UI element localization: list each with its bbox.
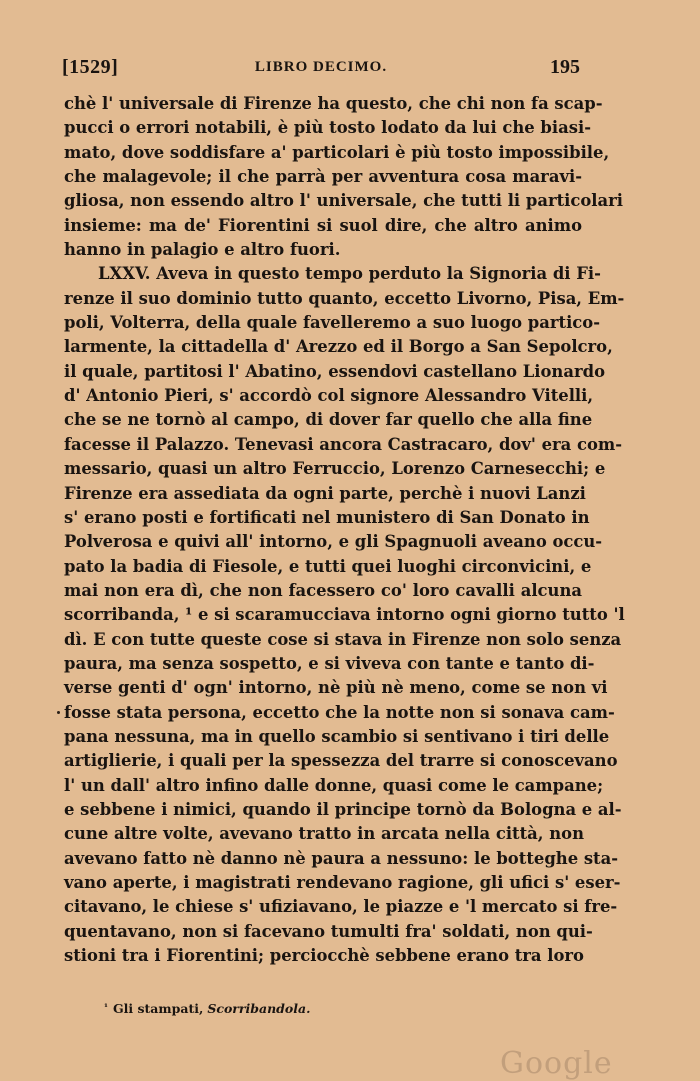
text-line: chè l' universale di Firenze ha questo, che chi non fa scap- <box>64 94 603 113</box>
text-line: che malagevole; il che parrà per avventura cosa maravi- <box>64 167 582 187</box>
text-line: cune altre volte, avevano tratto in arcata nella città, non <box>64 824 584 844</box>
text-line: mato, dove soddisfare a' particolari è più tosto impossibile, <box>64 142 610 162</box>
text-line: scorribanda, ¹ e si scaramucciava intorno ogni giorno tutto 'l <box>64 605 625 625</box>
text-line: citavano, le chiese s' ufiziavano, le piazze e 'l mercato si fre- <box>64 897 618 917</box>
running-head-year: [1529] <box>62 56 119 78</box>
text-line: avevano fatto nè danno nè paura a nessuno: le botteghe sta- <box>64 848 619 868</box>
text-line: pucci o errori notabili, è più tosto lodato da lui che biasi- <box>64 118 591 138</box>
text-line: gliosa, non essendo altro l' universale, che tutti li particolari <box>64 191 624 211</box>
footnote-variant: Scorribandola. <box>207 1001 311 1016</box>
footnote-marker: ¹ <box>104 1003 108 1013</box>
text-line: messario, quasi un altro Ferruccio, Lorenzo Carnesecchi; e <box>64 459 606 479</box>
text-line: LXXV. Aveva in questo tempo perduto la Signoria di Fi- <box>98 264 601 284</box>
text-line: Firenze era assediata da ogni parte, perchè i nuovi Lanzi <box>64 483 586 503</box>
text-line: insieme: ma de' Fiorentini si suol dire, che altro animo <box>64 215 582 235</box>
running-head-title: LIBRO DECIMO. <box>254 59 388 75</box>
page-number: 195 <box>550 56 580 78</box>
text-line: dì. E con tutte queste cose si stava in Firenze non solo senza <box>64 629 622 649</box>
text-line: il quale, partitosi l' Abatino, essendovi castellano Lionardo <box>64 361 605 381</box>
text-line: vano aperte, i magistrati rendevano ragione, gli ufici s' eser- <box>64 873 621 892</box>
text-line: renze il suo dominio tutto quanto, eccetto Livorno, Pisa, Em- <box>64 288 625 308</box>
text-line: che se ne tornò al campo, di dover far quello che alla fine <box>64 410 593 430</box>
text-line: hanno in palagio e altro fuori. <box>64 240 341 260</box>
watermark-logo: Google <box>500 1046 613 1081</box>
text-line: e sebbene i nimici, quando il principe tornò da Bologna e al- <box>64 799 622 819</box>
text-line: poli, Volterra, della quale favelleremo a suo luogo partico- <box>64 313 601 333</box>
running-head <box>62 56 580 82</box>
footnote <box>104 1001 310 1016</box>
text-line: facesse il Palazzo. Tenevasi ancora Castracaro, dov' era com- <box>64 434 623 454</box>
text-line: Polverosa e quivi all' intorno, e gli Spagnuoli aveano occu- <box>64 532 603 552</box>
text-line: verse genti d' ogn' intorno, nè più nè meno, come se non vi <box>64 678 608 698</box>
text-line: s' erano posti e fortificati nel munistero di San Donato in <box>64 507 590 527</box>
text-line: l' un dall' altro infino dalle donne, quasi come le campane; <box>64 775 604 795</box>
text-line: larmente, la cittadella d' Arezzo ed il Borgo a San Sepolcro, <box>64 337 613 357</box>
margin-dot <box>57 711 60 714</box>
text-line: d' Antonio Pieri, s' accordò col signore Alessandro Vitelli, <box>64 386 594 406</box>
text-line: fosse stata persona, eccetto che la notte non si sonava cam- <box>64 702 615 722</box>
text-line: pana nessuna, ma in quello scambio si sentivano i tiri delle <box>64 726 610 746</box>
text-line: pato la badia di Fiesole, e tutti quei luoghi circonvicini, e <box>64 556 592 576</box>
body-text <box>64 92 625 968</box>
text-line: paura, ma senza sospetto, e si viveva con tante e tanto di- <box>64 653 595 673</box>
text-line: artiglierie, i quali per la spessezza del trarre si conoscevano <box>64 751 618 771</box>
text-line: quentavano, non si facevano tumulti fra' soldati, non qui- <box>64 921 593 941</box>
text-line: mai non era dì, che non facessero co' loro cavalli alcuna <box>64 580 582 600</box>
footnote-source: Gli stampati, <box>112 1001 204 1016</box>
text-line: stioni tra i Fiorentini; perciocchè sebbene erano tra loro <box>64 946 584 966</box>
